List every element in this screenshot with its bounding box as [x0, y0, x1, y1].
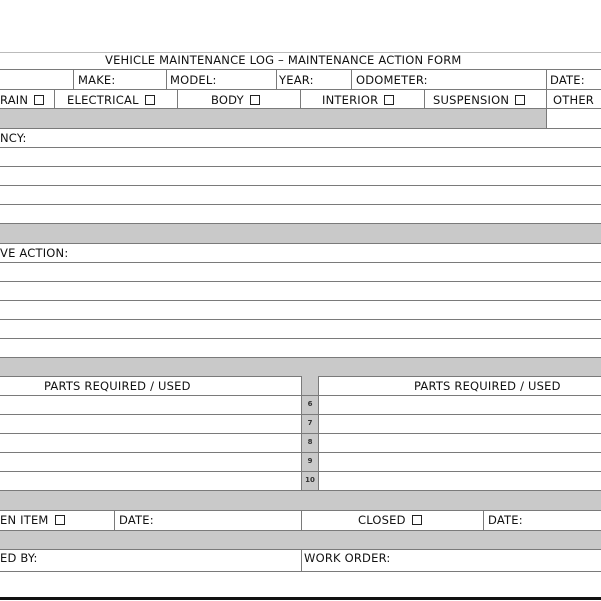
checkbox-icon[interactable] — [250, 95, 260, 105]
row-number: 8 — [307, 438, 313, 446]
row-number: 9 — [307, 457, 313, 465]
category-drivetrain[interactable] — [0, 93, 44, 107]
corrective-action-line[interactable] — [0, 320, 601, 339]
form-title: VEHICLE MAINTENANCE LOG – MAINTENANCE ACTION FORM — [105, 53, 462, 67]
category-label: BODY — [211, 93, 244, 107]
open-item-field[interactable] — [0, 513, 65, 527]
row-number: 10 — [305, 476, 315, 484]
closed-label: CLOSED — [358, 513, 406, 527]
make-field[interactable]: MAKE: — [78, 73, 116, 87]
category-electrical[interactable] — [67, 93, 155, 107]
section-divider — [0, 531, 601, 549]
checkbox-icon[interactable] — [34, 95, 44, 105]
row-number: 7 — [307, 419, 313, 427]
deficiency-line[interactable] — [0, 205, 601, 224]
category-label: INTERIOR — [322, 93, 379, 107]
checkbox-icon[interactable] — [515, 95, 525, 105]
closed-field[interactable] — [358, 513, 422, 527]
odometer-field[interactable]: ODOMETER: — [356, 73, 428, 87]
open-item-label: EN ITEM — [0, 513, 49, 527]
deficiency-line[interactable] — [0, 186, 601, 205]
deficiency-label: NCY: — [0, 131, 27, 145]
parts-header-right: PARTS REQUIRED / USED — [414, 379, 561, 393]
section-divider — [0, 491, 601, 510]
section-divider — [0, 109, 546, 128]
section-divider — [0, 224, 601, 243]
checkbox-icon[interactable] — [384, 95, 394, 105]
category-body[interactable] — [211, 93, 260, 107]
year-field[interactable]: YEAR: — [279, 73, 314, 87]
parts-header-left: PARTS REQUIRED / USED — [44, 379, 191, 393]
category-other[interactable]: OTHER — [553, 93, 594, 107]
page-bottom-border — [0, 597, 601, 600]
work-order-field[interactable]: WORK ORDER: — [304, 551, 391, 565]
checkbox-icon[interactable] — [412, 515, 422, 525]
corrective-action-line[interactable] — [0, 282, 601, 301]
model-field[interactable]: MODEL: — [170, 73, 217, 87]
closed-date-field[interactable]: DATE: — [488, 513, 523, 527]
performed-by-field[interactable]: ED BY: — [0, 551, 38, 565]
category-label: SUSPENSION — [433, 93, 510, 107]
row-number: 6 — [307, 400, 313, 408]
category-suspension[interactable] — [433, 93, 525, 107]
category-interior[interactable] — [322, 93, 394, 107]
corrective-action-line[interactable] — [0, 339, 601, 358]
checkbox-icon[interactable] — [145, 95, 155, 105]
date-field[interactable]: DATE: — [550, 73, 585, 87]
corrective-action-label: VE ACTION: — [0, 246, 69, 260]
category-label: ELECTRICAL — [67, 93, 139, 107]
checkbox-icon[interactable] — [55, 515, 65, 525]
corrective-action-line[interactable] — [0, 263, 601, 282]
corrective-action-line[interactable] — [0, 301, 601, 320]
category-label: RAIN — [0, 93, 29, 107]
section-divider — [0, 358, 601, 376]
open-date-field[interactable]: DATE: — [119, 513, 154, 527]
deficiency-line[interactable] — [0, 167, 601, 186]
deficiency-line[interactable] — [0, 148, 601, 167]
